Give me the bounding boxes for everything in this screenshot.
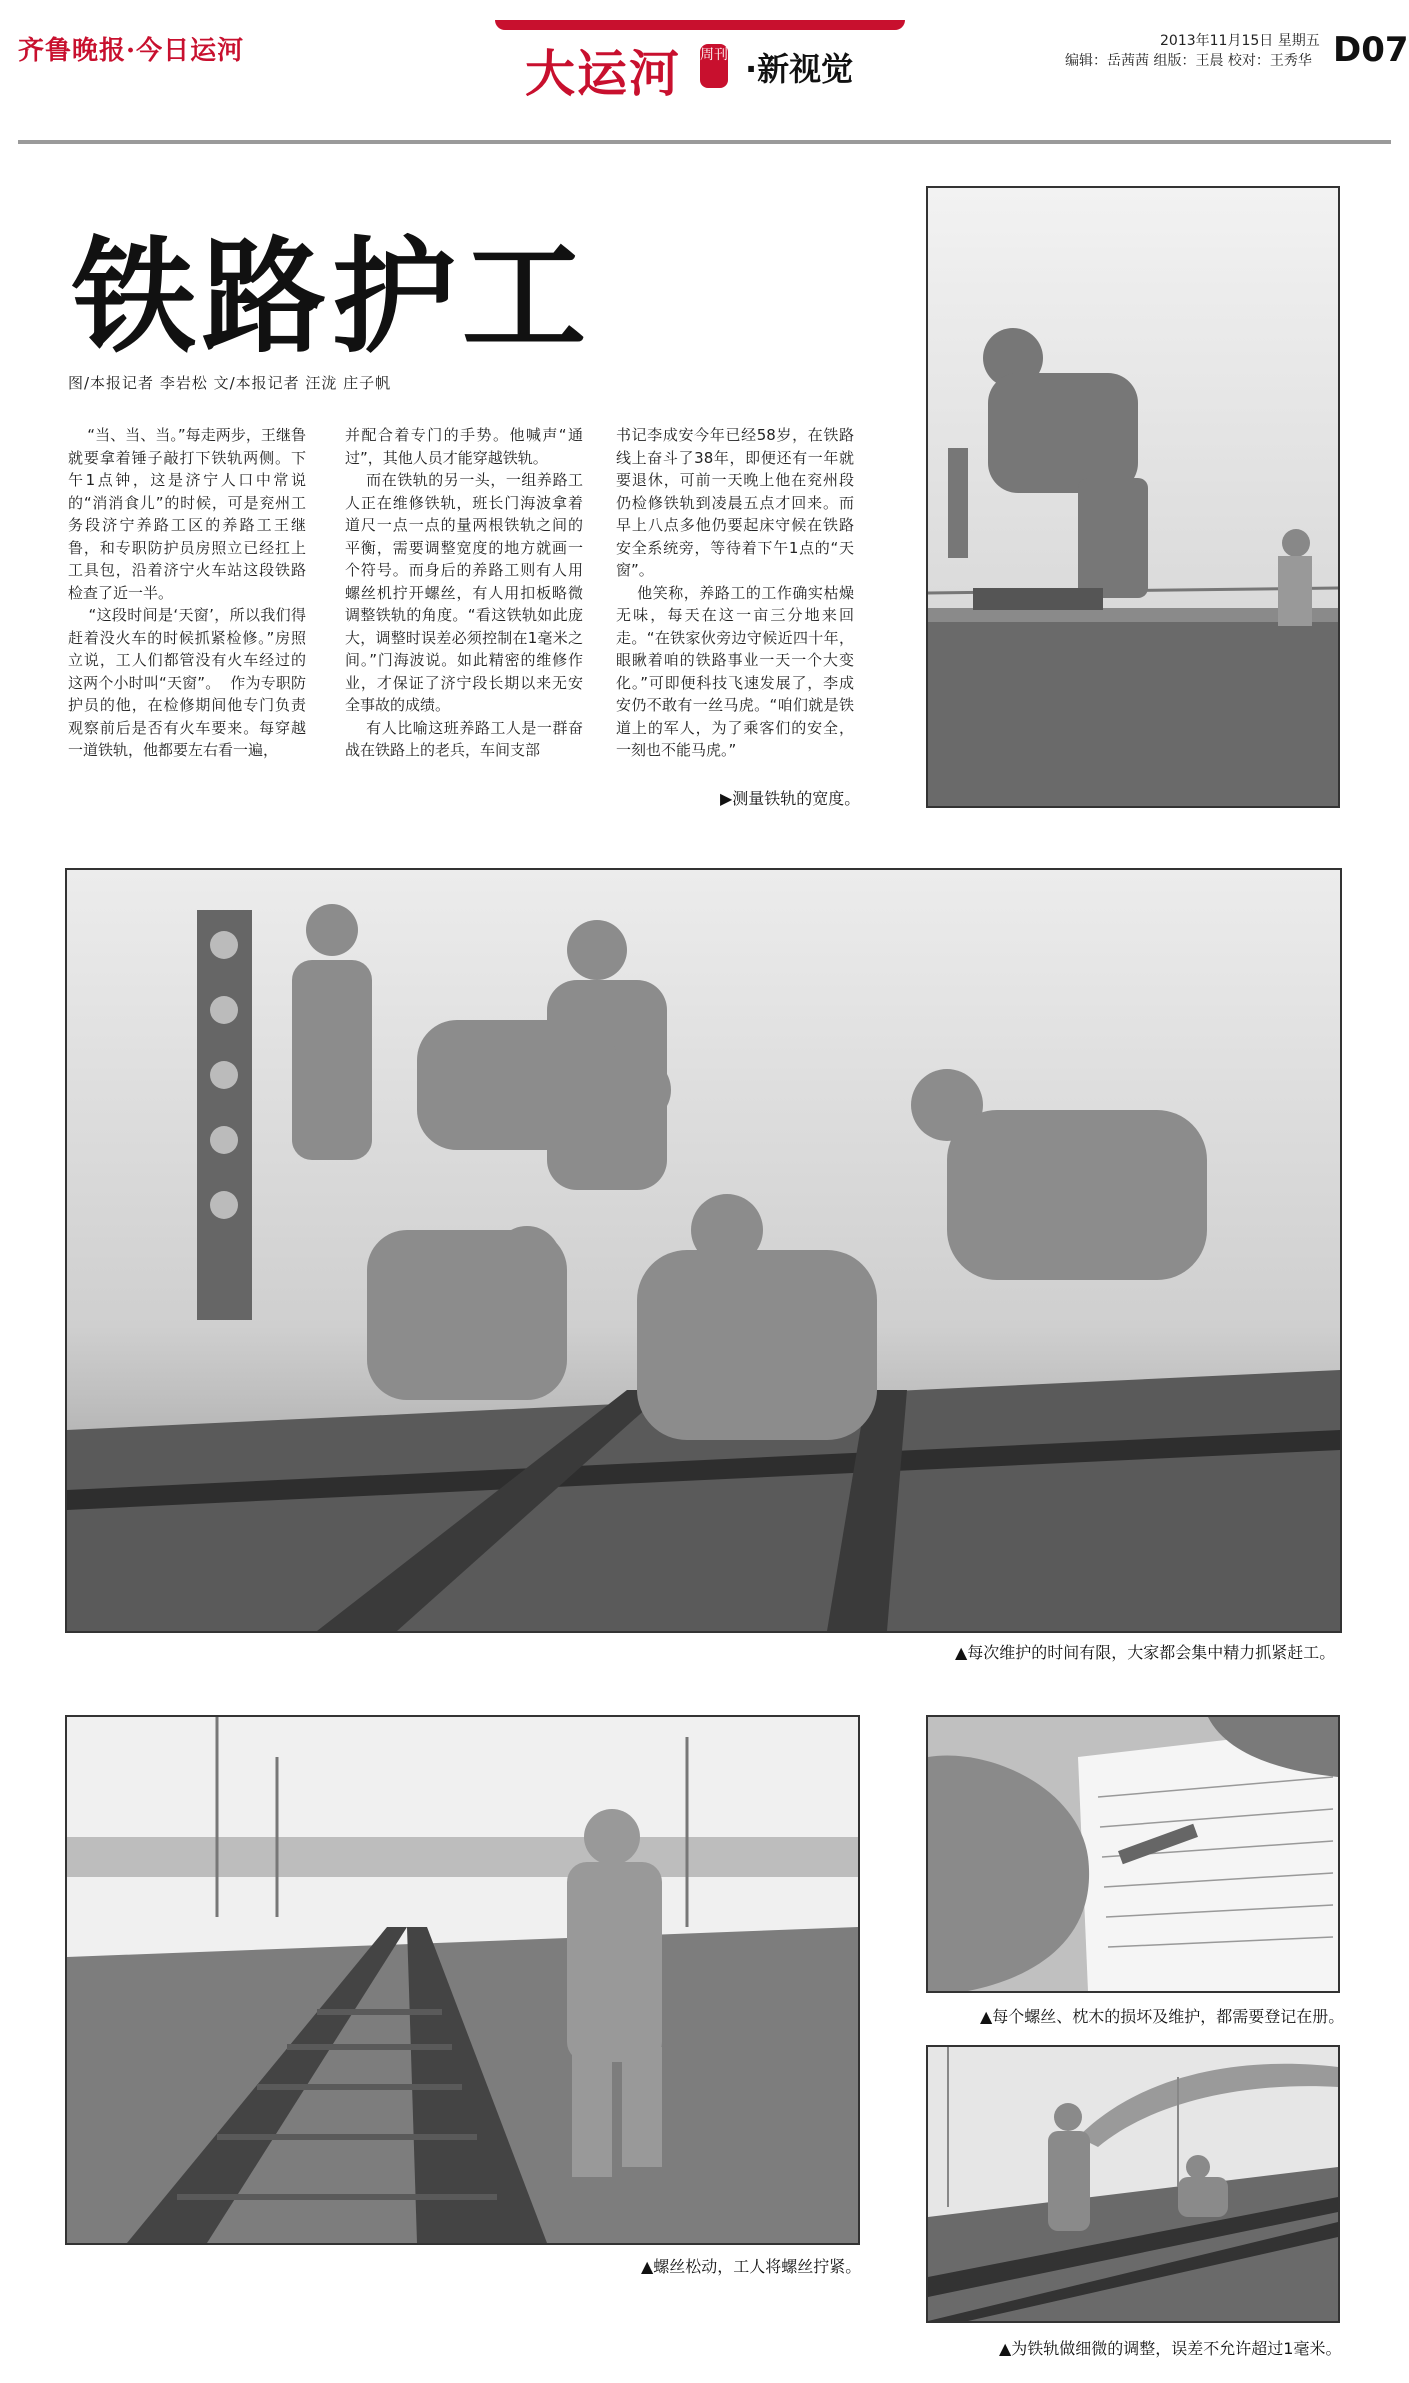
- masthead-red-band: [495, 20, 905, 30]
- article-byline: 图/本报记者 李岩松 文/本报记者 汪泷 庄子帆: [68, 374, 392, 392]
- paper-name: 齐鲁晚报: [18, 36, 127, 66]
- article-column-1: “当、当、当。”每走两步，王继鲁就要拿着锤子敲打下铁轨两侧。下午1点钟，这是济宁人口中常说的“消消食儿”的时候，可是兖州工务段济宁养路工区的养路工王继鲁，和专职防护员房照立已经扛上工具包，沿着济宁火车站这段铁路检查了近一半。 “这段时间是‘天窗’，所以我们得赶着没火车的时候抓紧检修。”房照立说，工人们都管没有火车经过的这两个小时叫“天窗”。 作为专职防护员的他，在检修期间他专门负责观察前后是否有火车要来。每穿越一道铁轨，他都要左右看一遍，: [68, 426, 306, 759]
- page-number: D07: [1333, 30, 1409, 70]
- photo-caption: ▲每个螺丝、枕木的损坏及维护，都需要登记在册。: [980, 2007, 1345, 2026]
- article-headline: 铁路护工: [72, 225, 593, 370]
- photo-logbook: [926, 1715, 1340, 1993]
- photo-caption: ▲每次维护的时间有限，大家都会集中精力抓紧赶工。: [955, 1643, 1336, 1662]
- section-logo: 大运河: [525, 44, 681, 103]
- photo-caption: ▶测量铁轨的宽度。: [720, 789, 861, 808]
- article-column-3: 书记李成安今年已经58岁，在铁路线上奋斗了38年，即便还有一年就要退休，可前一天晚上他在兖州段仍检修铁轨到凌晨五点才回来。而早上八点多他仍要起床守候在铁路安全系统旁，等待着下午1点的“天窗”。 他笑称，养路工的工作确实枯燥无味，每天在这一亩三分地来回走。“在铁家伙旁边守候近四十年，眼瞅着咱的铁路事业一天一个大变化。”可即便科技飞速发展了，李成安仍不敢有一丝马虎。“咱们就是铁道上的军人，为了乘客们的安全，一刻也不能马虎。”: [616, 426, 854, 759]
- photo-tightening-bolts: [65, 1715, 860, 2245]
- photo-caption: ▲为铁轨做细微的调整，误差不允许超过1毫米。: [999, 2339, 1342, 2358]
- editors-credit: 编辑：岳茜茜 组版：王晨 校对：王秀华: [1065, 53, 1312, 69]
- edition-name: ·今日运河: [126, 36, 245, 66]
- issue-date: 2013年11月15日 星期五: [1160, 33, 1320, 49]
- paper-masthead: [18, 30, 244, 67]
- photo-caption: ▲螺丝松动，工人将螺丝拧紧。: [641, 2257, 862, 2276]
- article-column-2: 并配合着专门的手势。他喊声“通过”，其他人员才能穿越铁轨。 而在铁轨的另一头，一组养路工人正在维修铁轨，班长门海波拿着道尺一点一点的量两根铁轨之间的平衡，需要调整宽度的地方就画一个符号。而身后的养路工则有人用螺丝机拧开螺丝，有人用扣板略微调整铁轨的角度。“看这铁轨如此庞大，调整时误差必须控制在1毫米之间。”门海波说。如此精密的维修作业，才保证了济宁段长期以来无安全事故的成绩。 有人比喻这班养路工人是一群奋战在铁路上的老兵，车间支部: [345, 426, 583, 759]
- photo-measuring-track: [926, 186, 1340, 808]
- logo-seal: 周刊: [700, 44, 728, 88]
- header-divider: [18, 140, 1391, 144]
- photo-team-repair: [65, 868, 1342, 1633]
- section-title: ·新视觉: [745, 50, 854, 88]
- photo-fine-adjustment: [926, 2045, 1340, 2323]
